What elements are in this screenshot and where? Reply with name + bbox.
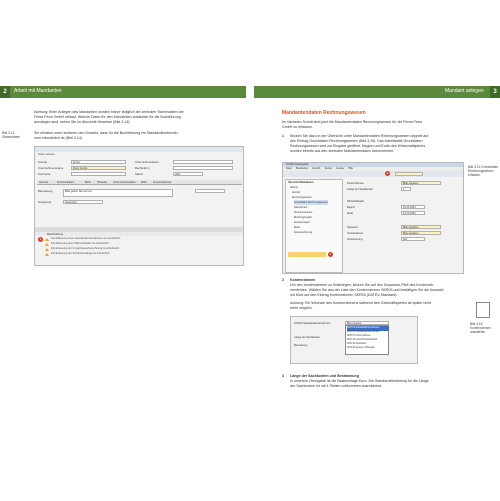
label-laenge-sachkonten: Länge der Sachkonten (294, 336, 321, 339)
warning-row: Die Erfassung der Sachkontenlänge ist erforderlich (51, 252, 110, 255)
label-umsatzsteuer: Umsatzsteuer (347, 232, 363, 235)
label-bemerkung-2: Bemerkung (294, 344, 308, 347)
label-gruppierer: Gruppierer (38, 200, 52, 204)
step-3-line-1: In unserem Übungsfall ist die Basisvorlage Euro. Die Standardeinstellung für die Länge (290, 379, 429, 383)
label-beginn: Beginn (347, 206, 356, 209)
menu-extras[interactable]: Extras (325, 167, 333, 170)
label-ende: Ende (347, 212, 354, 215)
right-intro-line-2: GmbH zu erfassen. (282, 125, 313, 129)
versteuerung-field[interactable]: Soll (401, 237, 425, 241)
label-status: Status (135, 172, 143, 176)
step-2-line-1: Um den Kontenrahmen zu hinterlegen, klicken Sie auf den Dropdown-Pfeil des Kontenrah- (290, 283, 435, 287)
tab-rolle[interactable]: Rolle (141, 181, 147, 184)
label-kontenrahmen: Kontenrahmen (347, 182, 365, 185)
stammdaten-tabbar (37, 180, 242, 185)
bemerkung-field[interactable]: Bitte geben Sie hier ein. (63, 189, 173, 197)
tree-item[interactable]: Bank (294, 226, 300, 229)
left-page-number: 2 (0, 86, 10, 98)
tab-ansprechpartner[interactable]: Ansprechpartner (153, 181, 172, 184)
aktualisieren-button[interactable] (195, 189, 225, 193)
kontenrahmen-dropdown-list (345, 325, 389, 355)
tab-hinweise[interactable]: Hinweise (97, 181, 108, 184)
dropdown-option-selected[interactable]: SKR 03 Standardkontenrahmen (347, 326, 389, 331)
right-page-number: 3 (490, 86, 500, 98)
left-intro-line-1: Sie erhalten unter anderem den Hinweis, dass für die Buchführung ein Standardkontenrah- (34, 131, 179, 135)
warning-icon (45, 253, 49, 256)
step-2-line-3: mit Klick auf den Eintrag Kontenrahmen SKR03 (DATEV-Standard). (290, 293, 398, 297)
dropdown-option[interactable]: SKR 49 Vereine, Stiftungen (347, 347, 375, 349)
callout-badge-left: 1 (39, 237, 42, 241)
left-attention-line-3: anzulegen sind, sehen Sie im Abschnitt Hinweise (Bild 3.14). (34, 120, 131, 124)
tree-item[interactable]: Stamm (290, 186, 298, 189)
tree-item[interactable]: Übersicht Mandanten (288, 181, 314, 184)
label-versteuerung: Versteuerung (347, 238, 363, 241)
unternehmensname-field[interactable]: Perm GmbH (71, 166, 126, 170)
umsatzsteuer-field[interactable]: Bitte angeben (401, 231, 441, 235)
label-kurzname: Kurzname (38, 172, 51, 176)
anrede-field[interactable]: Firma (71, 160, 126, 164)
step-3-number: 3 (282, 374, 284, 378)
toolbar (283, 171, 463, 177)
hint-icon (476, 302, 490, 318)
ende-field[interactable]: 31.12.2024 (401, 211, 425, 215)
kontenrahmen-screenshot (290, 316, 418, 364)
tree-item[interactable]: Zentral (292, 191, 300, 194)
right-intro-line-1: Im nächsten Schritt sind jetzt die Mandantendaten Rechnungswesen für die Firma Perm (282, 120, 423, 124)
screenshot-toolbar (35, 147, 243, 152)
label-rechtsform: Rechtsform (135, 166, 150, 170)
step-3-line-2: der Sachkonten ist mit 4 Stellen vollkommen ausreichend. (290, 384, 383, 388)
kurzname-field[interactable] (71, 172, 126, 176)
tab-unternehmensdaten[interactable]: Unternehmensdaten (113, 181, 136, 184)
kontenrahmen-dropdown[interactable]: Bitte angeben (345, 321, 389, 325)
screenshot-window-title: Stammdaten (38, 152, 56, 156)
label-datev-standardkontenrahmen: DATEV-Standardkontenrahmen (294, 322, 331, 325)
steuerart-field[interactable]: Bitte angeben (401, 225, 441, 229)
menu-hilfe[interactable]: Hilfe (348, 167, 354, 170)
label-laenge: Länge der Sachkonten (347, 188, 374, 191)
rechtsform-field[interactable] (173, 166, 233, 170)
right-page-header-title: Mandant anlegen (445, 88, 484, 94)
step-3-title: Länge der Sachkonten und Bestimmung (290, 374, 359, 378)
section-heading: Mandantendaten Rechnungswesen (282, 110, 366, 116)
dropdown-option[interactable]: SKR 14 Land-/Forstwirtschaft (347, 339, 377, 341)
tree-item[interactable]: Rechnungswesen (292, 196, 312, 199)
side-note-2: Bild 3.16 Kontenrahmen auswählen (470, 322, 491, 335)
speichern-button[interactable] (395, 172, 423, 176)
step-2-number: 2 (282, 278, 284, 282)
step-2-attention-line-2: mehr möglich. (290, 306, 313, 310)
left-attention-line-2: Firma Perm GmbH erfasst. Welche Daten für den Mandanten zusätzlich für die Buchführung (34, 115, 181, 119)
warning-icon (45, 243, 49, 246)
window-title: DATEV Arbeitsplatz (286, 163, 309, 166)
label-steuerart: Steuerart (347, 226, 358, 229)
label-bemerkung: Bemerkung (38, 189, 53, 193)
tree-item[interactable]: Personenkonten (294, 211, 313, 214)
warning-row: Die Erfassung einer Wirtschaftsjahr ist erforderlich (51, 242, 109, 245)
step-2-title: Kontenrahmen (290, 278, 316, 282)
highlight-grunddaten (288, 252, 326, 257)
dropdown-option[interactable]: SKR 07 Kontenrahmen (347, 335, 371, 337)
left-attention-line-1: Achtung: Beim Anlegen des Mandanten wurden bisher lediglich die zentralen Stammdaten der (34, 110, 184, 114)
left-intro-line-2: men erforderlich ist (Bild 3.14). (34, 136, 83, 140)
warning-icon (45, 248, 49, 251)
hinweise-column-label: Beschreibung (47, 233, 63, 236)
menu-fenster[interactable]: Fenster (336, 167, 345, 170)
tab-kommunikation[interactable]: Kommunikation (57, 181, 75, 184)
callout-badge-tree: 1 (329, 252, 332, 256)
step-1-line-4: wurden bereits aus den zentralen Mandantendaten übernommen. (290, 149, 395, 153)
tree-item[interactable]: Auswertungen (294, 221, 310, 224)
tab-bank[interactable]: Bank (85, 181, 91, 184)
menu-bearbeiten[interactable]: Bearbeiten (296, 167, 309, 170)
label-unternehmensform: Unternehmensform (135, 160, 159, 164)
step-1-line-1: Klicken Sie dazu in der Übersicht unter Mandantendaten Rechnungswesen doppelt auf (290, 134, 429, 138)
tree-item[interactable]: Kostenrechnung (294, 231, 313, 234)
step-1-line-3: Rechnungswesen wird zur Eingabe geöffnet. Beginn und Ende des Wirtschaftsjahres (290, 144, 426, 148)
status-field[interactable]: aktiv (173, 172, 203, 176)
left-page-header-title: Arbeit mit Mandanten (14, 88, 62, 94)
kontenrahmen-field[interactable]: Bitte angeben (401, 181, 441, 185)
left-margin-note: Bild 3.14 Stammdaten (2, 131, 21, 140)
warning-row: Die Erfassung eines Standardkontenrahmens ist erforderlich (51, 237, 121, 240)
step-2-attention-line-1: Achtung: Ein Wechsel des Kontenrahmens während des Geschäftsjahres ist später nicht (290, 301, 431, 305)
step-1-number: 1 (282, 134, 284, 138)
gruppierer-field[interactable]: Reserviert (63, 200, 103, 204)
unternehmensform-field[interactable] (173, 160, 233, 164)
dropdown-option[interactable]: SKR 04 Standardkontenrahmen (347, 331, 380, 333)
step-1-line-2: den Eintrag Grunddaten Rechnungswesen (Bild 3.15). Das Arbeitsblatt Grunddaten (290, 139, 423, 143)
label-wirtschaftsjahr: Wirtschaftsjahr (347, 200, 365, 203)
tab-adresse[interactable]: Adresse (39, 181, 49, 184)
label-unternehmensname: Unternehmensname (38, 166, 64, 170)
beginn-field[interactable]: 01.01.2024 (401, 205, 425, 209)
tree-item[interactable]: Sachkonten (294, 206, 308, 209)
warning-row: Die Erfassung der Umsatzsteuerberechnung ist erforderlich (51, 247, 120, 250)
warning-icon (45, 238, 49, 241)
dropdown-option[interactable]: SKR 45 Apotheken (347, 343, 367, 345)
stammdaten-screenshot (34, 146, 244, 266)
navigation-tree (285, 179, 343, 273)
step-2-line-2: menfeldes. Wählen Sie aus der Liste den Kontenrahmen SKR03 und bestätigen Sie die Auswahl (290, 288, 444, 292)
tree-item-selected[interactable]: Grunddaten Rechnungswesen (294, 201, 328, 204)
menu-datei[interactable]: Datei (286, 167, 292, 170)
tree-item[interactable]: Buchungsregeln (294, 216, 313, 219)
side-note-1: Bild 3.15 Grunddaten Rechnungswesen erfassen (468, 165, 499, 178)
grunddaten-screenshot (282, 162, 464, 274)
menu-ansicht[interactable]: Ansicht (312, 167, 321, 170)
label-anrede: Anrede (38, 160, 48, 164)
laenge-field[interactable]: 4 (401, 187, 411, 191)
callout-badge-toolbar: 2 (386, 171, 389, 175)
